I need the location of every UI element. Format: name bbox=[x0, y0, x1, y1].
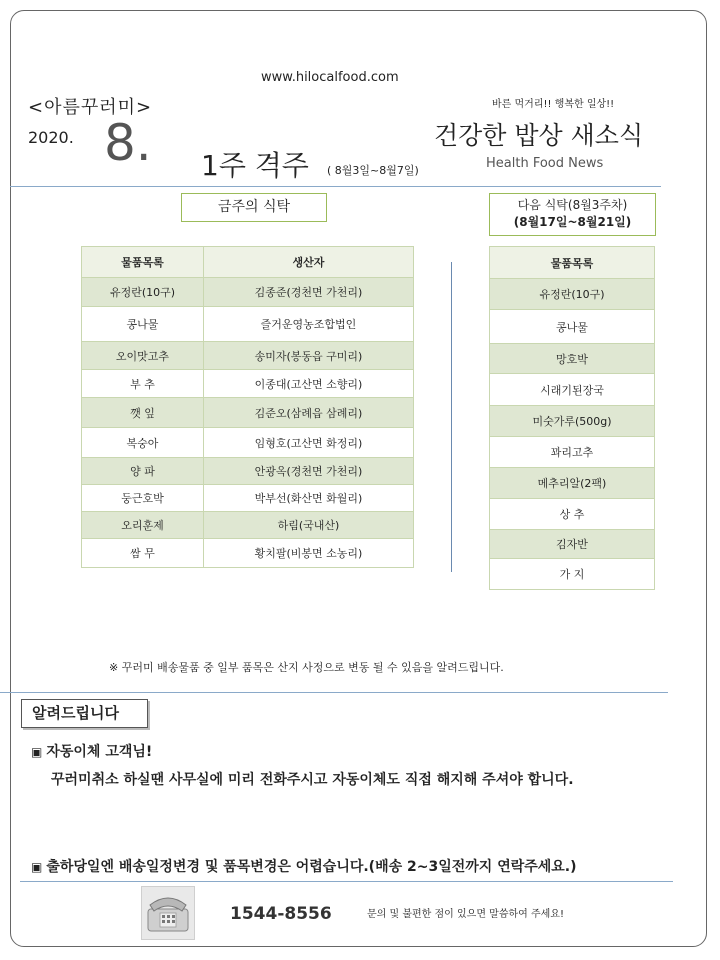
column-header-items: 물품목록 bbox=[82, 247, 204, 278]
table-row bbox=[82, 398, 414, 428]
notice-bullet-text: 출하당일엔 배송일정변경 및 품목변경은 어렵습니다.(배송 2~3일전까지 연락주세요.) bbox=[46, 859, 577, 875]
producer-cell: 즐거운영농조합법인 bbox=[204, 307, 414, 342]
item-cell: 메추리알(2팩) bbox=[490, 468, 655, 499]
list-item bbox=[490, 499, 655, 530]
list-item bbox=[490, 559, 655, 590]
item-cell: 양 파 bbox=[82, 458, 204, 485]
item-cell: 꽈리고추 bbox=[490, 437, 655, 468]
item-cell: 오이맛고추 bbox=[82, 342, 204, 370]
this-week-label: 금주의 식탁 bbox=[181, 193, 327, 222]
notice-bullet-shipping bbox=[31, 856, 577, 876]
newsletter-subtitle: Health Food News bbox=[486, 156, 604, 171]
item-cell: 콩나물 bbox=[82, 307, 204, 342]
item-cell: 망호박 bbox=[490, 344, 655, 374]
next-week-label bbox=[489, 193, 656, 236]
list-item bbox=[490, 279, 655, 310]
notice-bullet-text: 자동이체 고객님! bbox=[46, 744, 153, 760]
table-row bbox=[82, 512, 414, 539]
producer-cell: 안광옥(경천면 가천리) bbox=[204, 458, 414, 485]
issue-year: 2020. bbox=[28, 128, 74, 147]
column-header-producer: 생산자 bbox=[204, 247, 414, 278]
list-item bbox=[490, 437, 655, 468]
producer-cell: 김종준(경천면 가천리) bbox=[204, 278, 414, 307]
item-cell: 오리훈제 bbox=[82, 512, 204, 539]
list-item bbox=[490, 310, 655, 344]
column-header-items: 물품목록 bbox=[490, 247, 655, 279]
table-row bbox=[82, 485, 414, 512]
issue-month: 8. bbox=[104, 114, 152, 172]
supply-notice: ※ 꾸러미 배송물품 중 일부 품목은 산지 사정으로 변동 될 수 있음을 알려드립니다. bbox=[109, 661, 504, 674]
list-item bbox=[490, 468, 655, 499]
item-cell: 쌈 무 bbox=[82, 539, 204, 568]
item-cell: 김자반 bbox=[490, 530, 655, 559]
header-divider bbox=[10, 186, 661, 187]
bullet-square-icon: ▣ bbox=[31, 745, 43, 759]
producer-cell: 이종대(고산면 소향리) bbox=[204, 370, 414, 398]
table-row bbox=[82, 539, 414, 568]
notice-autopay-detail: 꾸러미취소 하실땐 사무실에 미리 전화주시고 자동이체도 직접 해지해 주셔야 합니다. bbox=[51, 772, 574, 788]
phone-number[interactable]: 1544-8556 bbox=[230, 904, 332, 924]
issue-week: 1주 격주 bbox=[201, 149, 309, 182]
list-item bbox=[490, 530, 655, 559]
item-cell: 둥근호박 bbox=[82, 485, 204, 512]
footer-divider bbox=[20, 881, 673, 882]
issue-date-range: ( 8월3일~8월7일) bbox=[327, 164, 419, 177]
table-row bbox=[82, 307, 414, 342]
item-cell: 깻 잎 bbox=[82, 398, 204, 428]
next-week-label-line1: 다음 식탁(8월3주차) bbox=[517, 198, 628, 212]
table-row bbox=[82, 278, 414, 307]
list-item bbox=[490, 344, 655, 374]
this-week-table bbox=[81, 246, 414, 568]
producer-cell: 황치팔(비봉면 소농리) bbox=[204, 539, 414, 568]
next-week-label-line2: (8월17일~8월21일) bbox=[513, 215, 632, 229]
notice-bullet-autopay bbox=[31, 741, 152, 761]
table-row bbox=[82, 458, 414, 485]
slogan: 바른 먹거리!! 행복한 일상!! bbox=[492, 99, 615, 110]
item-cell: 유정란(10구) bbox=[490, 279, 655, 310]
notice-title: 알려드립니다 bbox=[21, 699, 148, 728]
bullet-square-icon: ▣ bbox=[31, 860, 43, 874]
column-divider bbox=[451, 262, 452, 572]
item-cell: 콩나물 bbox=[490, 310, 655, 344]
next-week-table bbox=[489, 246, 655, 590]
producer-cell: 송미자(봉동읍 구미리) bbox=[204, 342, 414, 370]
item-cell: 가 지 bbox=[490, 559, 655, 590]
table-row bbox=[82, 370, 414, 398]
table-row bbox=[82, 342, 414, 370]
newsletter-title: 건강한 밥상 새소식 bbox=[434, 121, 644, 150]
item-cell: 유정란(10구) bbox=[82, 278, 204, 307]
item-cell: 복숭아 bbox=[82, 428, 204, 458]
producer-cell: 김준오(삼례읍 삼례리) bbox=[204, 398, 414, 428]
item-cell: 미숫가루(500g) bbox=[490, 406, 655, 437]
producer-cell: 임형호(고산면 화정리) bbox=[204, 428, 414, 458]
brand-name: <아름꾸러미> bbox=[28, 97, 153, 118]
item-cell: 시래기된장국 bbox=[490, 374, 655, 406]
telephone-icon bbox=[141, 886, 195, 940]
section-divider bbox=[0, 692, 668, 693]
item-cell: 상 추 bbox=[490, 499, 655, 530]
telephone-drawing bbox=[142, 887, 194, 939]
producer-cell: 하림(국내산) bbox=[204, 512, 414, 539]
table-row bbox=[82, 428, 414, 458]
list-item bbox=[490, 406, 655, 437]
list-item bbox=[490, 374, 655, 406]
producer-cell: 박부선(화산면 화월리) bbox=[204, 485, 414, 512]
item-cell: 부 추 bbox=[82, 370, 204, 398]
website-url[interactable]: www.hilocalfood.com bbox=[261, 70, 399, 85]
contact-message: 문의 및 불편한 점이 있으면 말씀하여 주세요! bbox=[367, 909, 564, 920]
